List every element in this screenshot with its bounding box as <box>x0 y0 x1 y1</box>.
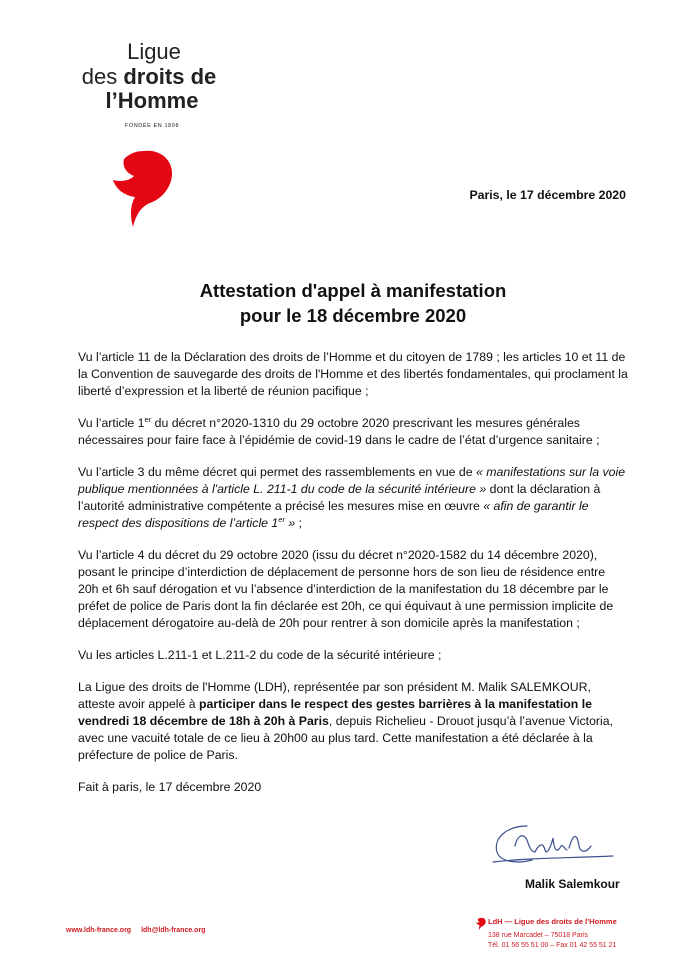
logo-founded: FONDÉE EN 1898 <box>124 122 180 129</box>
ldh-bird-small-shape <box>476 918 486 930</box>
p2-text-b: du décret n°2020-1310 du 29 octobre 2020 prescrivant les mesures générales nécessaires pour faire face à l’épidémie de covid-19 dans le cadre de l’état d’urgence sanitaire ; <box>78 416 600 447</box>
logo-line-2 <box>64 65 234 90</box>
document-body <box>78 349 628 811</box>
p2-sup: er <box>144 414 152 424</box>
p3-text-b: dont la déclaration à l’autorité administrative compétente a précisé les mesures mise en œuvre <box>78 482 601 513</box>
footer-brand: LdH — Ligue des droits de l’Homme <box>488 917 617 926</box>
document-date: Paris, le 17 décembre 2020 <box>469 188 626 202</box>
handwritten-signature <box>487 816 617 876</box>
p3-sup-text: er <box>278 514 285 524</box>
p6-text-c: , depuis Richelieu - Drouot jusqu’à l’avenue Victoria, avec une vacuité totale de ce lieu à 20h00 au plus tard. Cette manifestation a été déclarée à la préfecture de police de Paris. <box>78 714 613 762</box>
ldh-bird-icon <box>112 150 174 228</box>
p6-text-a: La Ligue des droits de l'Homme (LDH), représentée par son président M. Malik SALEMKOUR, atteste avoir appelé à <box>78 680 591 711</box>
ldh-bird-small-icon <box>476 917 486 931</box>
logo-line-3: l’Homme <box>105 88 199 114</box>
paragraph-5: Vu les articles L.211-1 et L.211-2 du code de la sécurité intérieure ; <box>78 648 442 662</box>
footer-website-link[interactable]: www.ldh-france.org <box>66 927 132 934</box>
footer-brand-row <box>476 917 676 931</box>
signer-name: Malik Salemkour <box>525 877 620 891</box>
signature-stroke-1 <box>496 826 567 862</box>
paragraph-1: Vu l’article 11 de la Déclaration des droits de l’Homme et du citoyen de 1789 ; les articles 10 et 11 de la Convention de sauvegarde des droits de l'Homme et des libertés fondamentales, qui proclament la liberté d’expression et la liberté de réunion pacifique ; <box>78 350 628 398</box>
paragraph-2 <box>78 415 628 449</box>
p3-sup <box>278 515 285 524</box>
logo-line-2-a: des <box>81 63 118 89</box>
p3-text-c: ; <box>295 516 303 530</box>
footer-street: 138 rue Marcadet – 75018 Paris <box>488 932 589 939</box>
paragraph-6 <box>78 679 628 764</box>
footer-address <box>476 917 676 950</box>
p6-bold: participer dans le respect des gestes barrières à la manifestation le vendredi 18 décembre de 18h à 20h à Paris <box>78 697 592 728</box>
paragraph-7: Fait à paris, le 17 décembre 2020 <box>78 780 262 794</box>
footer-phone: Tél. 01 56 55 51 00 – Fax 01 42 55 51 21 <box>488 941 617 949</box>
p3-quote-2-end: » <box>284 516 296 530</box>
logo-line-1: Ligue <box>127 39 181 64</box>
ldh-logo <box>64 40 234 129</box>
logo-line-2-b: droits de <box>123 63 217 89</box>
paragraph-4: Vu l’article 4 du décret du 29 octobre 2020 (issu du décret n°2020-1582 du 14 décembre 2020), posant le principe d’interdiction de déplacement de personne hors de son lieu de résidence entre 20h et 6h sauf dérogation et vu l’absence d’interdiction de la manifestation du 18 décembre par le préfet de police de Paris dont la fin déclarée est 20h, ce qui équivaut à une permission implicite de déplacement dérogatoire au-delà de 20h pour rentrer à son domicile après la manifestation ; <box>78 548 614 630</box>
footer-email-link[interactable]: ldh@ldh-france.org <box>141 927 206 934</box>
title-line-2: pour le 18 décembre 2020 <box>239 304 467 326</box>
p3-text-a: Vu l’article 3 du même décret qui permet des rassemblements en vue de <box>78 465 477 479</box>
title-line-1: Attestation d'appel à manifestation <box>199 280 507 301</box>
ldh-bird-shape <box>113 151 172 227</box>
p2-text-a: Vu l’article 1 <box>78 416 145 430</box>
p3-quote-2: « afin de garantir le respect des dispositions de l’article 1 <box>78 499 589 530</box>
paragraph-3 <box>78 464 628 532</box>
p3-quote-1: « manifestations sur la voie publique mentionnées à l'article L. 211-1 du code de la sécurité intérieure » <box>78 465 626 496</box>
footer-links <box>66 927 205 934</box>
document-title <box>0 279 684 329</box>
